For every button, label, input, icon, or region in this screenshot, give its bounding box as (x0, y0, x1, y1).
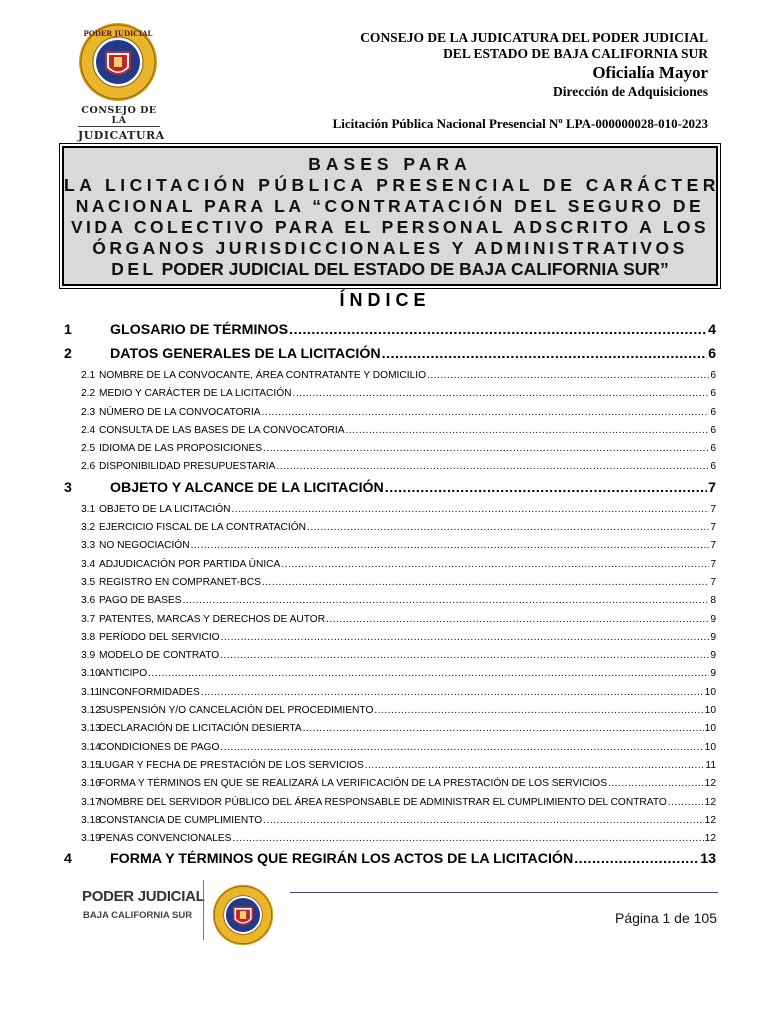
toc-entry-page: 6 (710, 461, 716, 473)
toc-leader-dots (289, 322, 707, 338)
toc-entry-label: DECLARACIÓN DE LICITACIÓN DESIERTA (99, 723, 302, 735)
toc-entry-number: 3.15 (81, 759, 101, 771)
toc-entry-label: NOMBRE DEL SERVIDOR PÚBLICO DEL ÁREA RESPONSABLE DE ADMINISTRAR EL CUMPLIMIENTO DEL CONTRATO (99, 796, 667, 808)
toc-entry-label: PAGO DE BASES (99, 595, 182, 607)
toc-subsection-entry[interactable] (64, 370, 716, 388)
toc-subsection-entry[interactable] (64, 742, 716, 760)
toc-leader-dots (232, 504, 710, 515)
toc-entry-page: 6 (710, 443, 716, 455)
toc-entry-page: 6 (710, 424, 716, 436)
toc-subsection-entry[interactable] (64, 668, 716, 686)
toc-entry-number: 3.12 (81, 705, 101, 717)
toc-entry-page: 10 (704, 686, 716, 698)
toc-section-entry[interactable] (64, 851, 716, 875)
toc-section-entry[interactable] (64, 346, 716, 370)
toc-leader-dots (326, 614, 709, 625)
toc-entry-label: REGISTRO EN COMPRANET-BCS (99, 576, 261, 588)
toc-entry-page: 10 (704, 741, 716, 753)
toc-entry-number: 3 (64, 479, 72, 496)
toc-entry-number: 3.6 (81, 595, 96, 607)
toc-entry-number: 3.11 (81, 686, 101, 698)
tender-number: Licitación Pública Nacional Presencial Nº LPA-000000028-010-2023 (332, 116, 708, 131)
toc-entry-label: ANTICIPO (99, 668, 148, 680)
toc-subsection-entry[interactable] (64, 425, 716, 443)
toc-subsection-entry[interactable] (64, 687, 716, 705)
toc-entry-number: 3.5 (81, 576, 96, 588)
toc-leader-dots (365, 760, 705, 771)
toc-entry-label: NO NEGOCIACIÓN (99, 540, 190, 552)
header-line-2: DEL ESTADO DE BAJA CALIFORNIA SUR (443, 46, 708, 61)
toc-entry-label: MODELO DE CONTRATO (99, 650, 220, 662)
toc-entry-label: CONDICIONES DE PAGO (99, 741, 220, 753)
toc-leader-dots (263, 815, 703, 826)
toc-entry-page: 12 (704, 814, 716, 826)
toc-entry-page: 10 (704, 723, 716, 735)
toc-entry-label: FORMA Y TÉRMINOS QUE REGIRÁN LOS ACTOS DE LA LICITACIÓN (110, 851, 574, 868)
toc-entry-page: 12 (704, 778, 716, 790)
toc-subsection-entry[interactable] (64, 833, 716, 851)
toc-entry-number: 3.4 (81, 558, 96, 570)
toc-entry-label: OBJETO Y ALCANCE DE LA LICITACIÓN (110, 479, 384, 496)
toc-entry-page: 9 (710, 613, 716, 625)
title-line-3: NACIONAL PARA LA “CONTRATACIÓN DEL SEGURO DE (75, 196, 705, 216)
toc-entry-page: 9 (710, 631, 716, 643)
toc-entry-number: 2.1 (81, 370, 96, 381)
footer-seal-logo (212, 884, 274, 946)
header-direction: Dirección de Adquisiciones (552, 84, 708, 99)
toc-entry-number: 3.10 (81, 668, 101, 680)
footer-org: PODER JUDICIAL (82, 888, 205, 905)
toc-entry-label: INCONFORMIDADES (99, 686, 200, 698)
toc-entry-number: 3.14 (81, 741, 101, 753)
toc-leader-dots (232, 833, 703, 844)
toc-entry-number: 2.2 (81, 388, 96, 400)
toc-leader-dots (276, 461, 709, 472)
toc-leader-dots (292, 388, 709, 399)
toc-leader-dots (263, 443, 709, 454)
toc-leader-dots (182, 595, 709, 606)
title-line-6a: DEL (111, 259, 157, 279)
page-number: Página 1 de 105 (615, 910, 717, 926)
index-heading: ÍNDICE (339, 290, 431, 310)
toc-subsection-entry[interactable] (64, 577, 716, 595)
logo-line-top: CONSEJO DE LA (78, 106, 160, 127)
title-line-2: LA LICITACIÓN PÚBLICA PRESENCIAL DE CARÁCTER (64, 175, 720, 195)
toc-entry-label: ADJUDICACIÓN POR PARTIDA ÚNICA (99, 558, 281, 570)
toc-subsection-entry[interactable] (64, 595, 716, 613)
toc-entry-page: 11 (705, 759, 716, 771)
toc-entry-number: 2 (64, 346, 72, 362)
toc-leader-dots (303, 723, 704, 734)
toc-entry-label: DISPONIBILIDAD PRESUPUESTARIA (99, 461, 276, 473)
toc-subsection-entry[interactable] (64, 614, 716, 632)
toc-entry-label: GLOSARIO DE TÉRMINOS (110, 322, 289, 338)
toc-subsection-entry[interactable] (64, 778, 716, 796)
title-line-4: VIDA COLECTIVO PARA EL PERSONAL ADSCRITO A LOS (70, 217, 710, 237)
toc-entry-label: DATOS GENERALES DE LA LICITACIÓN (110, 346, 381, 362)
toc-entry-page: 12 (704, 796, 716, 808)
toc-entry-page: 7 (710, 558, 716, 570)
svg-text:PODER JUDICIAL: PODER JUDICIAL (83, 29, 153, 38)
toc-leader-dots (382, 346, 707, 362)
toc-entry-page: 6 (710, 388, 716, 400)
title-line-6 (64, 259, 716, 280)
toc-entry-number: 2.4 (81, 424, 96, 436)
toc-subsection-entry[interactable] (64, 504, 716, 522)
toc-subsection-entry[interactable] (64, 705, 716, 723)
toc-entry-number: 2.6 (81, 461, 96, 473)
toc-entry-label: CONSULTA DE LAS BASES DE LA CONVOCATORIA (99, 424, 345, 436)
footer-rule (290, 892, 718, 893)
toc-entry-number: 1 (64, 322, 72, 338)
toc-section-entry[interactable] (64, 322, 716, 346)
header-line-1: CONSEJO DE LA JUDICATURA DEL PODER JUDICIAL (360, 30, 708, 45)
toc-entry-number: 3.9 (81, 650, 96, 662)
toc-subsection-entry[interactable] (64, 443, 716, 461)
toc-entry-number: 3.19 (81, 833, 101, 845)
toc-entry-page: 10 (704, 705, 716, 717)
footer-divider (203, 880, 204, 940)
toc-subsection-entry[interactable] (64, 540, 716, 558)
toc-entry-label: PATENTES, MARCAS Y DERECHOS DE AUTOR (99, 613, 326, 625)
toc-leader-dots (346, 425, 710, 436)
toc-entry-page: 13 (700, 851, 716, 868)
table-of-contents (64, 322, 716, 875)
toc-leader-dots (385, 480, 707, 496)
title-line-6b: PODER JUDICIAL DEL ESTADO DE BAJA CALIFORNIA SUR” (161, 259, 669, 279)
toc-entry-page: 9 (710, 668, 716, 680)
toc-subsection-entry[interactable] (64, 632, 716, 650)
toc-entry-label: CONSTANCIA DE CUMPLIMIENTO (99, 814, 263, 826)
toc-entry-page: 4 (708, 322, 716, 338)
toc-subsection-entry[interactable] (64, 797, 716, 815)
toc-entry-label: SUSPENSIÓN Y/O CANCELACIÓN DEL PROCEDIMIENTO (99, 705, 374, 717)
toc-entry-page: 7 (710, 576, 716, 588)
toc-subsection-entry[interactable] (64, 650, 716, 668)
toc-leader-dots (427, 370, 709, 381)
logo-line-bottom: JUDICATURA (78, 129, 165, 142)
toc-subsection-entry[interactable] (64, 559, 716, 577)
toc-entry-page: 6 (710, 406, 716, 418)
toc-entry-label: IDIOMA DE LAS PROPOSICIONES (99, 443, 263, 455)
toc-entry-number: 3.16 (81, 778, 101, 790)
council-logo-text (78, 105, 165, 142)
toc-entry-label: PERÍODO DEL SERVICIO (99, 631, 220, 643)
toc-subsection-entry[interactable] (64, 407, 716, 425)
judicature-seal-logo (78, 22, 158, 102)
toc-leader-dots (191, 540, 710, 551)
footer-state: BAJA CALIFORNIA SUR (83, 910, 193, 921)
toc-entry-page: 12 (704, 833, 716, 845)
toc-entry-label: EJERCICIO FISCAL DE LA CONTRATACIÓN (99, 522, 306, 534)
toc-leader-dots (307, 522, 709, 533)
toc-entry-page: 6 (708, 346, 716, 362)
toc-section-entry[interactable] (64, 480, 716, 504)
toc-entry-number: 3.17 (81, 796, 101, 808)
toc-entry-number: 3.8 (81, 631, 96, 643)
toc-entry-page: 6 (710, 370, 716, 381)
toc-leader-dots (281, 559, 709, 570)
title-line-5: ÓRGANOS JURISDICCIONALES Y ADMINISTRATIVOS (92, 238, 688, 258)
toc-leader-dots (668, 797, 704, 808)
toc-leader-dots (608, 778, 704, 789)
toc-leader-dots (201, 687, 704, 698)
toc-entry-number: 2.3 (81, 406, 96, 418)
toc-leader-dots (221, 632, 710, 643)
toc-leader-dots (374, 705, 703, 716)
toc-entry-number: 3.1 (81, 503, 96, 515)
title-line-1: BASES PARA (308, 154, 472, 174)
toc-entry-number: 3.13 (81, 723, 101, 735)
toc-leader-dots (220, 650, 709, 661)
toc-entry-label: NÚMERO DE LA CONVOCATORIA (99, 406, 261, 418)
toc-leader-dots (220, 742, 703, 753)
toc-subsection-entry[interactable] (64, 388, 716, 406)
toc-entry-label: LUGAR Y FECHA DE PRESTACIÓN DE LOS SERVICIOS (99, 759, 364, 771)
toc-entry-label: PENAS CONVENCIONALES (99, 833, 232, 845)
toc-entry-page: 7 (710, 540, 716, 552)
toc-entry-label: MEDIO Y CARÁCTER DE LA LICITACIÓN (99, 388, 292, 400)
toc-entry-label: NOMBRE DE LA CONVOCANTE, ÁREA CONTRATANTE Y DOMICILIO (99, 370, 426, 381)
toc-subsection-entry[interactable] (64, 461, 716, 479)
toc-leader-dots (148, 668, 709, 679)
toc-entry-page: 8 (710, 595, 716, 607)
toc-entry-page: 7 (710, 503, 716, 515)
toc-entry-number: 4 (64, 851, 72, 868)
toc-entry-number: 3.2 (81, 522, 96, 534)
header-office: Oficialía Mayor (592, 63, 708, 82)
toc-entry-number: 2.5 (81, 443, 96, 455)
toc-entry-label: OBJETO DE LA LICITACIÓN (99, 503, 231, 515)
toc-leader-dots (262, 407, 710, 418)
toc-entry-page: 9 (710, 650, 716, 662)
toc-leader-dots (574, 851, 699, 867)
toc-subsection-entry[interactable] (64, 522, 716, 540)
toc-entry-number: 3.7 (81, 613, 96, 625)
toc-entry-number: 3.3 (81, 540, 96, 552)
toc-subsection-entry[interactable] (64, 760, 716, 778)
toc-entry-page: 7 (708, 479, 716, 496)
toc-entry-page: 7 (710, 522, 716, 534)
toc-subsection-entry[interactable] (64, 723, 716, 741)
toc-subsection-entry[interactable] (64, 815, 716, 833)
toc-leader-dots (262, 577, 709, 588)
document-title-box (62, 146, 718, 286)
toc-entry-number: 3.18 (81, 814, 101, 826)
toc-entry-label: FORMA Y TÉRMINOS EN QUE SE REALIZARÁ LA VERIFICACIÓN DE LA PRESTACIÓN DE LOS SERVICIOS (99, 778, 607, 790)
